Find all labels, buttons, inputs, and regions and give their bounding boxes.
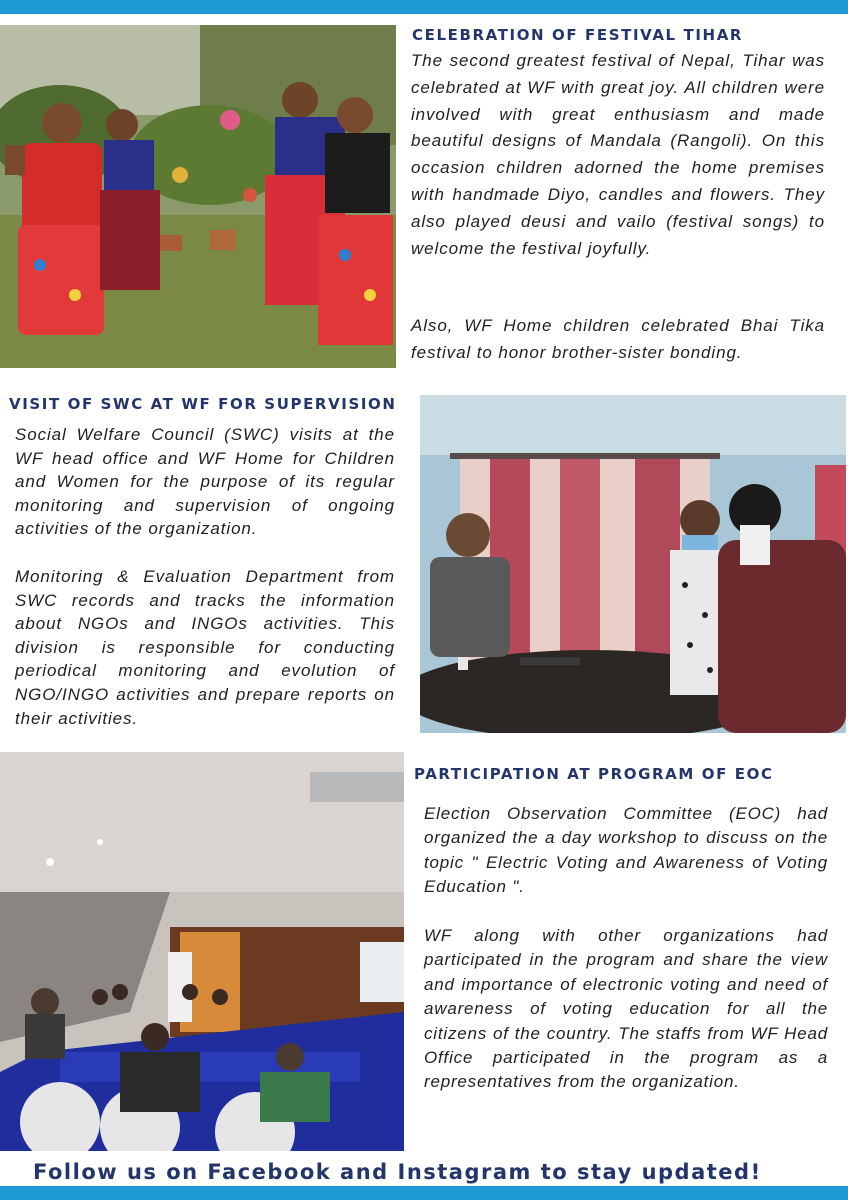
tihar-paragraph-1: The second greatest festival of Nepal, Tihar was celebrated at WF with great joy. All children were involved with great enthusiasm and made beautiful designs of Mandala (Rangoli). On this occasion children adorned the home premises with handmade Diyo, candles and flowers. They also played deusi and vailo (festival songs) to welcome the festival joyfully. [411,51,825,258]
tihar-paragraph-2: Also, WF Home children celebrated Bhai Tika festival to honor brother-sister bonding. [411,316,825,362]
swc-photo [420,395,846,733]
eoc-paragraph-1: Election Observation Committee (EOC) had organized the a day workshop to discuss on the topic " Electric Voting and Awareness of Voting Education ". [424,804,828,897]
swc-paragraph-2: Monitoring & Evaluation Department from SWC records and tracks the information about NGOs and INGOs activities. This division is responsible for conducting periodical monitoring and evolution of NGO/INGO activities and prepare reports on their activities. [15,567,395,728]
bottom-accent-bar [0,1186,848,1200]
top-accent-bar [0,0,848,14]
eoc-paragraph-2: WF along with other organizations had participated in the program and share the view and importance of electronic voting and need of awareness of voting education for all the citizens of the country. The staffs from WF Head Office participated in the program as a representatives from the organization. [424,926,828,1092]
swc-paragraph-1: Social Welfare Council (SWC) visits at the WF head office and WF Home for Children and Women for the purpose of its regular monitoring and supervision of ongoing activities of the organization. [15,425,395,539]
eoc-photo [0,752,404,1151]
eoc-heading: PARTICIPATION AT PROGRAM OF EOC [414,765,774,783]
swc-heading: VISIT OF SWC AT WF FOR SUPERVISION [9,395,397,413]
tihar-heading: CELEBRATION OF FESTIVAL TIHAR [412,26,744,44]
tihar-photo [0,25,396,368]
footer-social-text: Follow us on Facebook and Instagram to stay updated! [33,1160,762,1184]
